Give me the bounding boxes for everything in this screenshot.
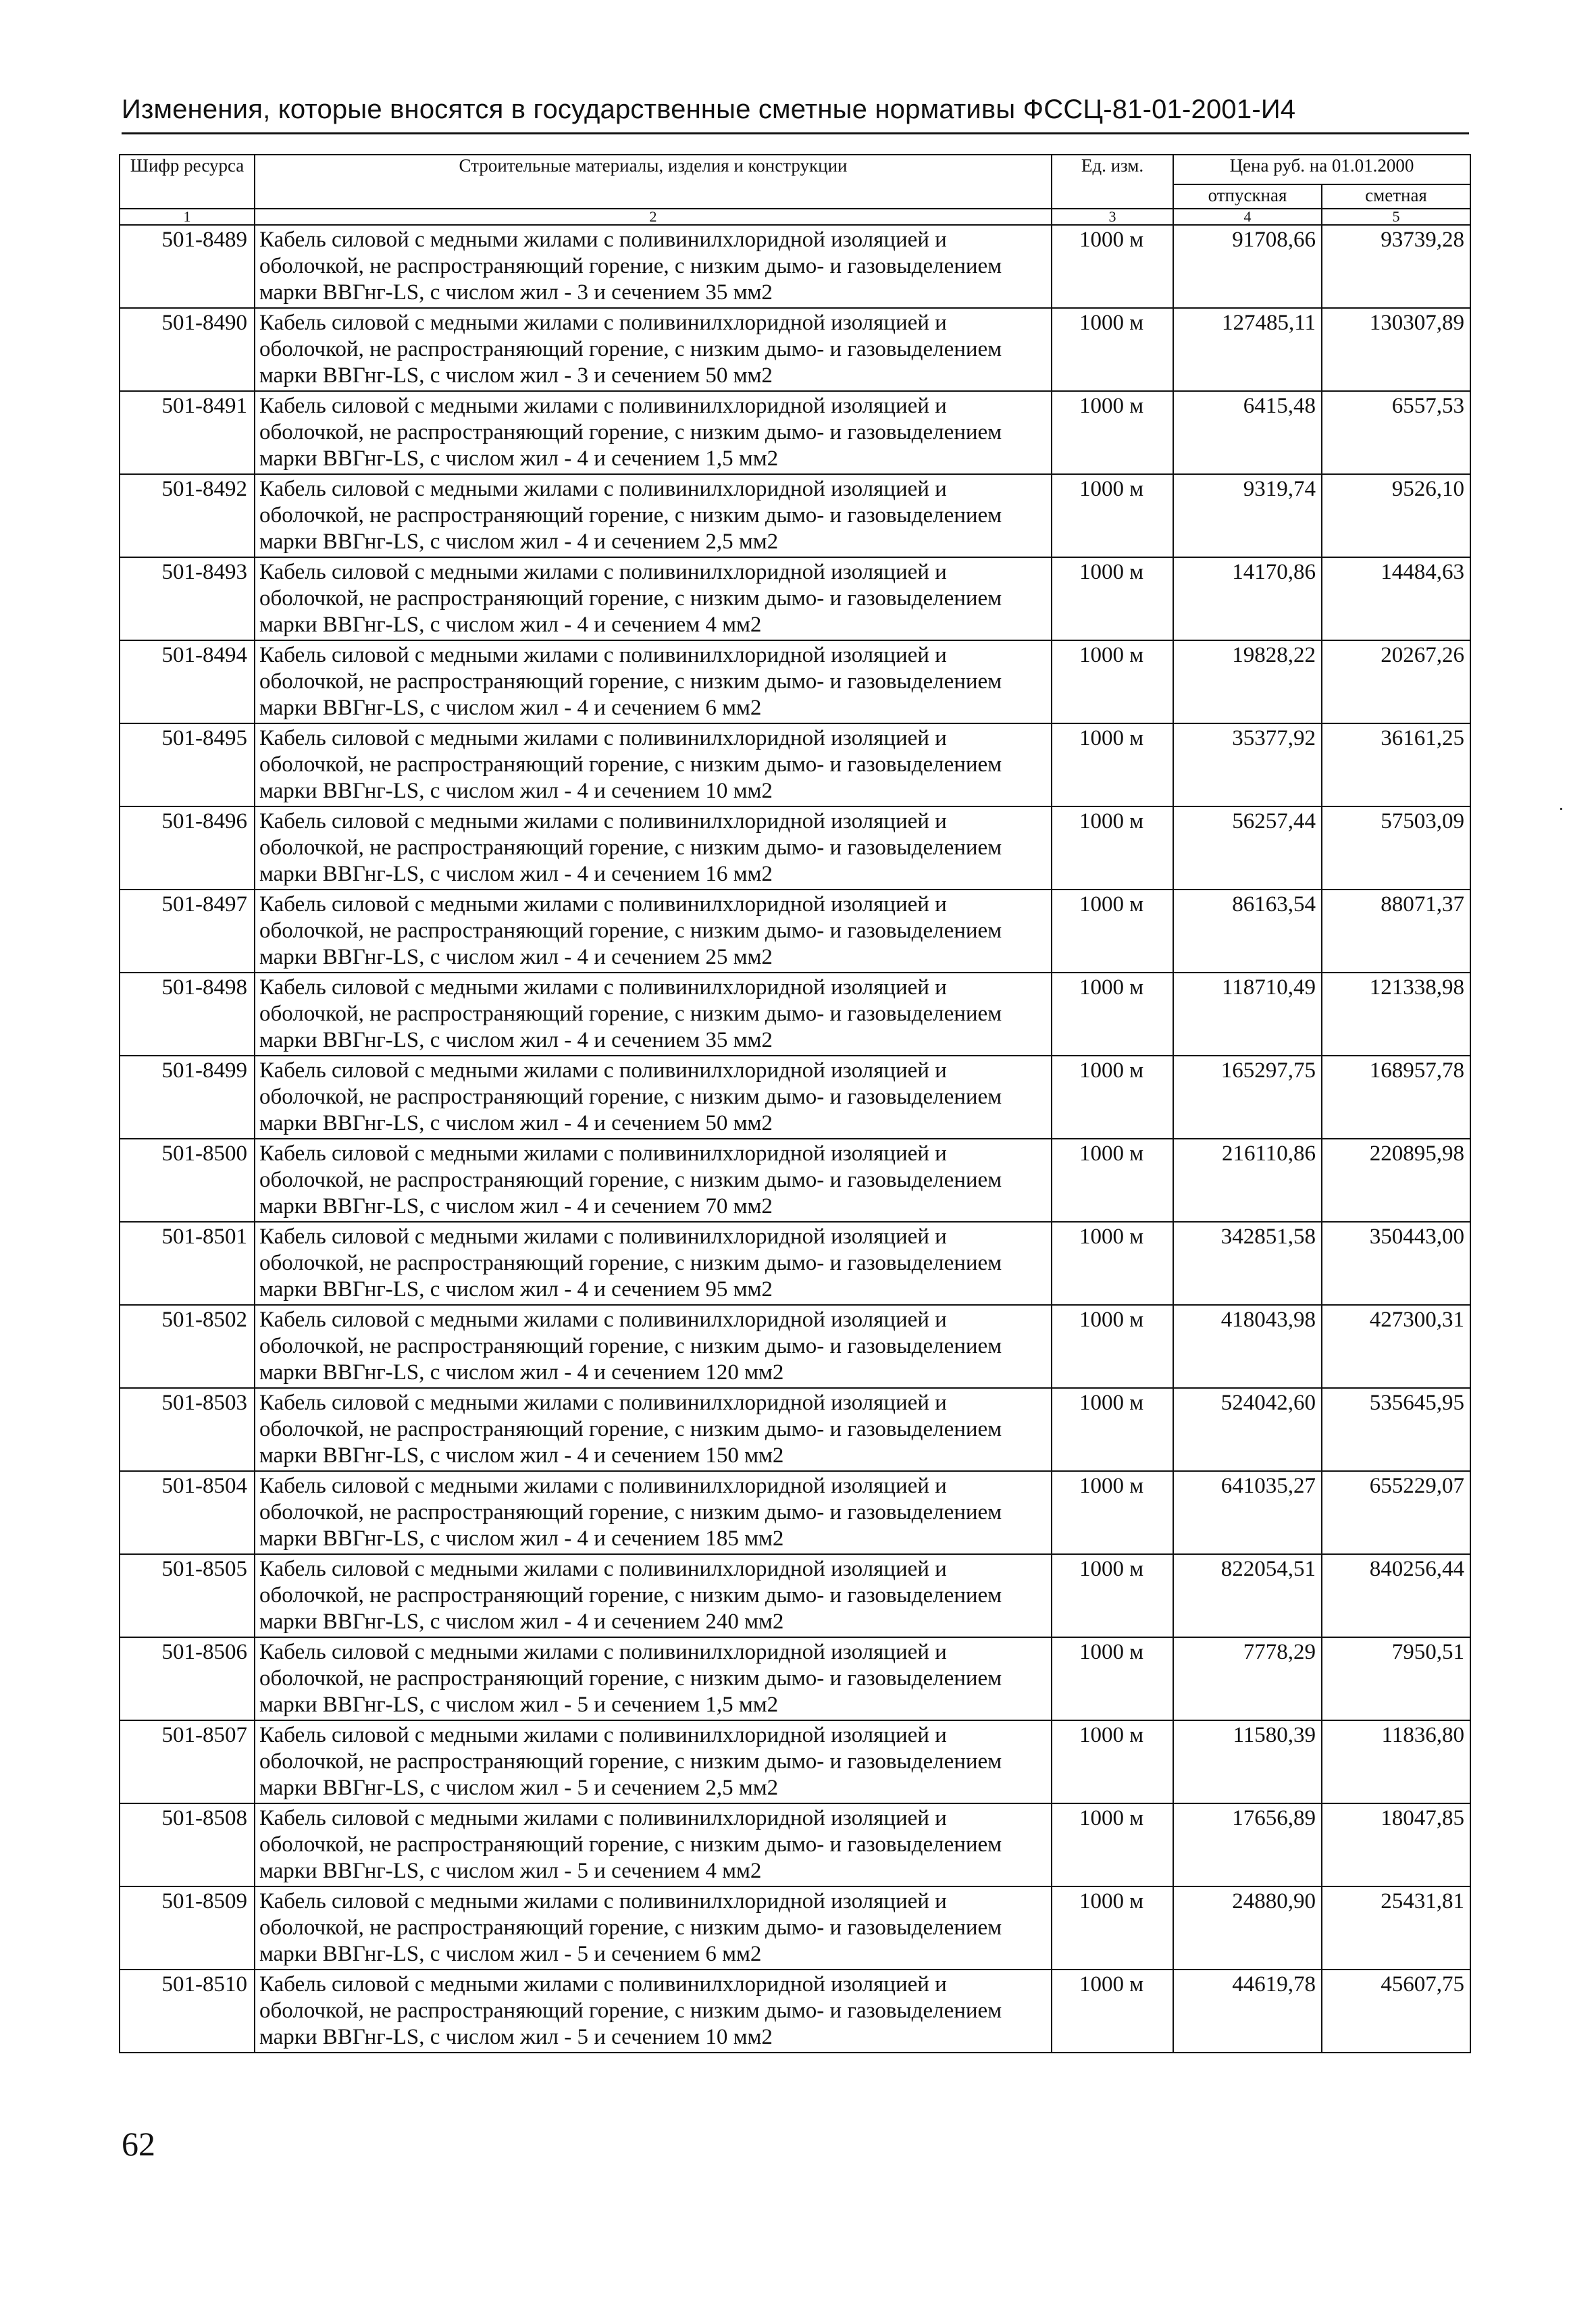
estimate-price: 121338,98 xyxy=(1322,973,1470,1056)
estimate-price: 57503,09 xyxy=(1322,806,1470,890)
release-price: 24880,90 xyxy=(1173,1886,1322,1970)
unit-of-measure: 1000 м xyxy=(1052,474,1173,557)
unit-of-measure: 1000 м xyxy=(1052,391,1173,474)
resource-code: 501-8492 xyxy=(120,474,255,557)
material-description: Кабель силовой с медными жилами с поливинилхлоридной изоляцией и оболочкой, не распространяющий горение, с низким дымо- и газовыделением марки ВВГнг-LS, с числом жил - 4 и сечением 185 мм2 xyxy=(255,1471,1052,1554)
release-price: 44619,78 xyxy=(1173,1970,1322,2053)
unit-of-measure: 1000 м xyxy=(1052,1637,1173,1720)
table-row xyxy=(120,474,1470,557)
table-row xyxy=(120,557,1470,640)
estimate-price: 350443,00 xyxy=(1322,1222,1470,1305)
material-description: Кабель силовой с медными жилами с поливинилхлоридной изоляцией и оболочкой, не распространяющий горение, с низким дымо- и газовыделением марки ВВГнг-LS, с числом жил - 4 и сечением 2,5 мм2 xyxy=(255,474,1052,557)
table-header-row xyxy=(120,155,1470,184)
estimate-price: 535645,95 xyxy=(1322,1388,1470,1471)
scan-speck xyxy=(1560,808,1562,810)
table-row xyxy=(120,391,1470,474)
table-row xyxy=(120,973,1470,1056)
column-header-description: Строительные материалы, изделия и конструкции xyxy=(255,155,1052,209)
unit-of-measure: 1000 м xyxy=(1052,640,1173,723)
material-description: Кабель силовой с медными жилами с поливинилхлоридной изоляцией и оболочкой, не распространяющий горение, с низким дымо- и газовыделением марки ВВГнг-LS, с числом жил - 5 и сечением 6 мм2 xyxy=(255,1886,1052,1970)
release-price: 7778,29 xyxy=(1173,1637,1322,1720)
material-description: Кабель силовой с медными жилами с поливинилхлоридной изоляцией и оболочкой, не распространяющий горение, с низким дымо- и газовыделением марки ВВГнг-LS, с числом жил - 4 и сечением 240 мм2 xyxy=(255,1554,1052,1637)
estimate-price: 655229,07 xyxy=(1322,1471,1470,1554)
material-description: Кабель силовой с медными жилами с поливинилхлоридной изоляцией и оболочкой, не распространяющий горение, с низким дымо- и газовыделением марки ВВГнг-LS, с числом жил - 4 и сечением 16 мм2 xyxy=(255,806,1052,890)
estimate-price: 130307,89 xyxy=(1322,308,1470,391)
resource-code: 501-8510 xyxy=(120,1970,255,2053)
resource-code: 501-8501 xyxy=(120,1222,255,1305)
estimate-price: 427300,31 xyxy=(1322,1305,1470,1388)
release-price: 11580,39 xyxy=(1173,1720,1322,1803)
material-description: Кабель силовой с медными жилами с поливинилхлоридной изоляцией и оболочкой, не распространяющий горение, с низким дымо- и газовыделением марки ВВГнг-LS, с числом жил - 4 и сечением 120 мм2 xyxy=(255,1305,1052,1388)
table-row xyxy=(120,1886,1470,1970)
resource-code: 501-8496 xyxy=(120,806,255,890)
estimate-price: 14484,63 xyxy=(1322,557,1470,640)
unit-of-measure: 1000 м xyxy=(1052,308,1173,391)
release-price: 14170,86 xyxy=(1173,557,1322,640)
table-row xyxy=(120,225,1470,308)
document-header-title: Изменения, которые вносятся в государственные сметные нормативы ФССЦ-81-01-2001-И4 xyxy=(122,95,1296,124)
estimate-price: 45607,75 xyxy=(1322,1970,1470,2053)
estimate-price: 11836,80 xyxy=(1322,1720,1470,1803)
estimate-price: 7950,51 xyxy=(1322,1637,1470,1720)
resource-code: 501-8499 xyxy=(120,1056,255,1139)
table-row xyxy=(120,806,1470,890)
resource-code: 501-8505 xyxy=(120,1554,255,1637)
estimate-price: 9526,10 xyxy=(1322,474,1470,557)
table-row xyxy=(120,640,1470,723)
resource-code: 501-8502 xyxy=(120,1305,255,1388)
unit-of-measure: 1000 м xyxy=(1052,1471,1173,1554)
table-row xyxy=(120,723,1470,806)
estimate-price: 6557,53 xyxy=(1322,391,1470,474)
estimate-price: 840256,44 xyxy=(1322,1554,1470,1637)
material-description: Кабель силовой с медными жилами с поливинилхлоридной изоляцией и оболочкой, не распространяющий горение, с низким дымо- и газовыделением марки ВВГнг-LS, с числом жил - 4 и сечением 25 мм2 xyxy=(255,890,1052,973)
material-description: Кабель силовой с медными жилами с поливинилхлоридной изоляцией и оболочкой, не распространяющий горение, с низким дымо- и газовыделением марки ВВГнг-LS, с числом жил - 4 и сечением 6 мм2 xyxy=(255,640,1052,723)
column-number: 4 xyxy=(1173,209,1322,225)
release-price: 524042,60 xyxy=(1173,1388,1322,1471)
material-description: Кабель силовой с медными жилами с поливинилхлоридной изоляцией и оболочкой, не распространяющий горение, с низким дымо- и газовыделением марки ВВГнг-LS, с числом жил - 4 и сечением 70 мм2 xyxy=(255,1139,1052,1222)
column-number-row xyxy=(120,209,1470,225)
material-description: Кабель силовой с медными жилами с поливинилхлоридной изоляцией и оболочкой, не распространяющий горение, с низким дымо- и газовыделением марки ВВГнг-LS, с числом жил - 4 и сечением 95 мм2 xyxy=(255,1222,1052,1305)
material-description: Кабель силовой с медными жилами с поливинилхлоридной изоляцией и оболочкой, не распространяющий горение, с низким дымо- и газовыделением марки ВВГнг-LS, с числом жил - 5 и сечением 1,5 мм2 xyxy=(255,1637,1052,1720)
resource-code: 501-8490 xyxy=(120,308,255,391)
table-row xyxy=(120,1554,1470,1637)
column-header-unit: Ед. изм. xyxy=(1052,155,1173,209)
resource-code: 501-8495 xyxy=(120,723,255,806)
unit-of-measure: 1000 м xyxy=(1052,723,1173,806)
unit-of-measure: 1000 м xyxy=(1052,1554,1173,1637)
unit-of-measure: 1000 м xyxy=(1052,1139,1173,1222)
table-row xyxy=(120,1803,1470,1886)
table-row xyxy=(120,1305,1470,1388)
unit-of-measure: 1000 м xyxy=(1052,806,1173,890)
release-price: 641035,27 xyxy=(1173,1471,1322,1554)
unit-of-measure: 1000 м xyxy=(1052,1970,1173,2053)
resource-code: 501-8504 xyxy=(120,1471,255,1554)
column-header-code: Шифр ресурса xyxy=(120,155,255,209)
estimate-price: 220895,98 xyxy=(1322,1139,1470,1222)
resource-code: 501-8498 xyxy=(120,973,255,1056)
release-price: 86163,54 xyxy=(1173,890,1322,973)
unit-of-measure: 1000 м xyxy=(1052,1803,1173,1886)
table-body xyxy=(120,225,1470,2053)
table-row xyxy=(120,308,1470,391)
unit-of-measure: 1000 м xyxy=(1052,1720,1173,1803)
material-description: Кабель силовой с медными жилами с поливинилхлоридной изоляцией и оболочкой, не распространяющий горение, с низким дымо- и газовыделением марки ВВГнг-LS, с числом жил - 5 и сечением 2,5 мм2 xyxy=(255,1720,1052,1803)
material-description: Кабель силовой с медными жилами с поливинилхлоридной изоляцией и оболочкой, не распространяющий горение, с низким дымо- и газовыделением марки ВВГнг-LS, с числом жил - 4 и сечением 4 мм2 xyxy=(255,557,1052,640)
release-price: 216110,86 xyxy=(1173,1139,1322,1222)
release-price: 418043,98 xyxy=(1173,1305,1322,1388)
resource-code: 501-8489 xyxy=(120,225,255,308)
unit-of-measure: 1000 м xyxy=(1052,1388,1173,1471)
release-price: 56257,44 xyxy=(1173,806,1322,890)
table-row xyxy=(120,1388,1470,1471)
release-price: 17656,89 xyxy=(1173,1803,1322,1886)
resource-code: 501-8493 xyxy=(120,557,255,640)
column-number: 5 xyxy=(1322,209,1470,225)
column-number: 2 xyxy=(255,209,1052,225)
material-description: Кабель силовой с медными жилами с поливинилхлоридной изоляцией и оболочкой, не распространяющий горение, с низким дымо- и газовыделением марки ВВГнг-LS, с числом жил - 3 и сечением 50 мм2 xyxy=(255,308,1052,391)
page-number: 62 xyxy=(122,2125,155,2163)
estimate-price: 168957,78 xyxy=(1322,1056,1470,1139)
price-table xyxy=(119,154,1471,2053)
unit-of-measure: 1000 м xyxy=(1052,557,1173,640)
release-price: 9319,74 xyxy=(1173,474,1322,557)
header-divider xyxy=(122,132,1469,134)
release-price: 91708,66 xyxy=(1173,225,1322,308)
column-header-release-price: отпускная xyxy=(1173,184,1322,209)
release-price: 118710,49 xyxy=(1173,973,1322,1056)
table-row xyxy=(120,890,1470,973)
unit-of-measure: 1000 м xyxy=(1052,1222,1173,1305)
column-header-estimate-price: сметная xyxy=(1322,184,1470,209)
column-number: 1 xyxy=(120,209,255,225)
unit-of-measure: 1000 м xyxy=(1052,1056,1173,1139)
unit-of-measure: 1000 м xyxy=(1052,225,1173,308)
material-description: Кабель силовой с медными жилами с поливинилхлоридной изоляцией и оболочкой, не распространяющий горение, с низким дымо- и газовыделением марки ВВГнг-LS, с числом жил - 4 и сечением 35 мм2 xyxy=(255,973,1052,1056)
table-row xyxy=(120,1970,1470,2053)
estimate-price: 36161,25 xyxy=(1322,723,1470,806)
release-price: 35377,92 xyxy=(1173,723,1322,806)
resource-code: 501-8497 xyxy=(120,890,255,973)
column-number: 3 xyxy=(1052,209,1173,225)
table-row xyxy=(120,1056,1470,1139)
table-row xyxy=(120,1139,1470,1222)
release-price: 127485,11 xyxy=(1173,308,1322,391)
resource-code: 501-8494 xyxy=(120,640,255,723)
column-header-price-group: Цена руб. на 01.01.2000 xyxy=(1173,155,1470,184)
resource-code: 501-8491 xyxy=(120,391,255,474)
release-price: 165297,75 xyxy=(1173,1056,1322,1139)
release-price: 822054,51 xyxy=(1173,1554,1322,1637)
resource-code: 501-8508 xyxy=(120,1803,255,1886)
unit-of-measure: 1000 м xyxy=(1052,890,1173,973)
resource-code: 501-8500 xyxy=(120,1139,255,1222)
material-description: Кабель силовой с медными жилами с поливинилхлоридной изоляцией и оболочкой, не распространяющий горение, с низким дымо- и газовыделением марки ВВГнг-LS, с числом жил - 5 и сечением 4 мм2 xyxy=(255,1803,1052,1886)
release-price: 342851,58 xyxy=(1173,1222,1322,1305)
table-row xyxy=(120,1720,1470,1803)
table-row xyxy=(120,1222,1470,1305)
estimate-price: 25431,81 xyxy=(1322,1886,1470,1970)
resource-code: 501-8507 xyxy=(120,1720,255,1803)
material-description: Кабель силовой с медными жилами с поливинилхлоридной изоляцией и оболочкой, не распространяющий горение, с низким дымо- и газовыделением марки ВВГнг-LS, с числом жил - 5 и сечением 10 мм2 xyxy=(255,1970,1052,2053)
unit-of-measure: 1000 м xyxy=(1052,973,1173,1056)
unit-of-measure: 1000 м xyxy=(1052,1305,1173,1388)
estimate-price: 20267,26 xyxy=(1322,640,1470,723)
resource-code: 501-8506 xyxy=(120,1637,255,1720)
estimate-price: 93739,28 xyxy=(1322,225,1470,308)
release-price: 6415,48 xyxy=(1173,391,1322,474)
table-row xyxy=(120,1471,1470,1554)
unit-of-measure: 1000 м xyxy=(1052,1886,1173,1970)
table-row xyxy=(120,1637,1470,1720)
material-description: Кабель силовой с медными жилами с поливинилхлоридной изоляцией и оболочкой, не распространяющий горение, с низким дымо- и газовыделением марки ВВГнг-LS, с числом жил - 4 и сечением 50 мм2 xyxy=(255,1056,1052,1139)
release-price: 19828,22 xyxy=(1173,640,1322,723)
resource-code: 501-8503 xyxy=(120,1388,255,1471)
material-description: Кабель силовой с медными жилами с поливинилхлоридной изоляцией и оболочкой, не распространяющий горение, с низким дымо- и газовыделением марки ВВГнг-LS, с числом жил - 3 и сечением 35 мм2 xyxy=(255,225,1052,308)
material-description: Кабель силовой с медными жилами с поливинилхлоридной изоляцией и оболочкой, не распространяющий горение, с низким дымо- и газовыделением марки ВВГнг-LS, с числом жил - 4 и сечением 1,5 мм2 xyxy=(255,391,1052,474)
estimate-price: 88071,37 xyxy=(1322,890,1470,973)
resource-code: 501-8509 xyxy=(120,1886,255,1970)
material-description: Кабель силовой с медными жилами с поливинилхлоридной изоляцией и оболочкой, не распространяющий горение, с низким дымо- и газовыделением марки ВВГнг-LS, с числом жил - 4 и сечением 10 мм2 xyxy=(255,723,1052,806)
estimate-price: 18047,85 xyxy=(1322,1803,1470,1886)
material-description: Кабель силовой с медными жилами с поливинилхлоридной изоляцией и оболочкой, не распространяющий горение, с низким дымо- и газовыделением марки ВВГнг-LS, с числом жил - 4 и сечением 150 мм2 xyxy=(255,1388,1052,1471)
